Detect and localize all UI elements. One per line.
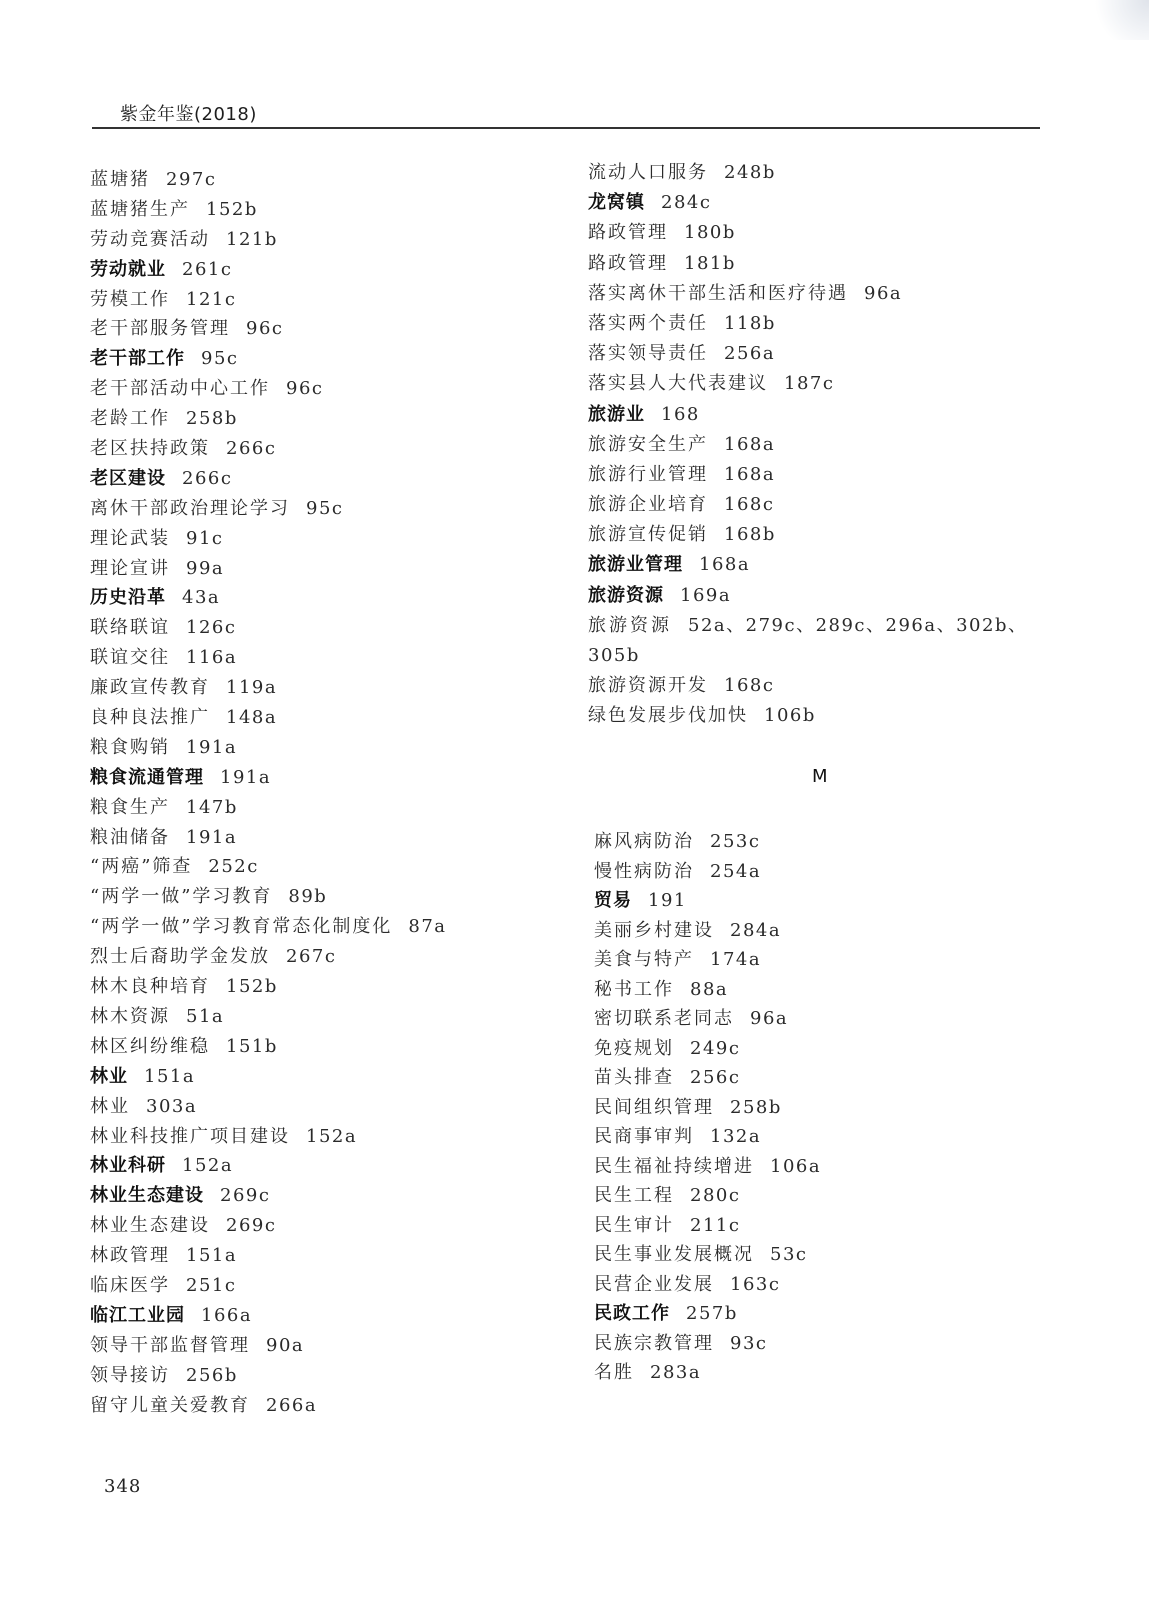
index-heading-entry xyxy=(594,886,1054,916)
index-entry xyxy=(90,793,540,823)
index-entry xyxy=(594,1152,1054,1182)
index-term: 麻风病防治 xyxy=(594,831,694,852)
index-term: 领导干部监督管理 xyxy=(90,1334,250,1356)
index-entry xyxy=(588,460,1048,490)
index-entry xyxy=(594,916,1054,946)
index-term: “两学一做”学习教育常态化制度化 xyxy=(90,916,393,938)
index-term: 旅游业管理 xyxy=(588,554,683,576)
index-entry xyxy=(90,1211,540,1241)
index-term: 粮食流通管理 xyxy=(90,766,204,788)
index-term: “两癌”筛查 xyxy=(90,856,193,878)
index-page-ref: 258b xyxy=(730,1096,782,1118)
index-entry xyxy=(594,1122,1054,1152)
index-page-ref: 116a xyxy=(186,647,238,669)
index-page-ref: 266c xyxy=(182,467,233,489)
index-column-left xyxy=(90,165,540,1420)
index-page-ref: 53c xyxy=(770,1244,808,1265)
index-term: 林政管理 xyxy=(90,1245,170,1267)
index-entry xyxy=(594,1034,1054,1064)
index-page-ref: 106b xyxy=(764,705,816,727)
index-page-ref: 96a xyxy=(864,282,903,304)
index-term: “两学一做”学习教育 xyxy=(90,886,273,908)
index-page-ref: 166a xyxy=(201,1304,253,1326)
index-term: 联谊交往 xyxy=(90,647,170,669)
index-page-ref: 191 xyxy=(648,890,687,911)
index-heading-entry xyxy=(90,1062,540,1092)
section-letter-m: M xyxy=(812,766,828,787)
index-entry xyxy=(90,524,540,554)
index-page-ref: 181b xyxy=(684,252,736,274)
index-entry xyxy=(90,285,540,315)
index-page-ref: 95c xyxy=(201,348,239,370)
index-term: 蓝塘猪 xyxy=(90,169,150,190)
index-page-ref: 168a xyxy=(724,463,776,485)
index-entry xyxy=(594,1093,1054,1123)
index-heading-entry xyxy=(90,1151,540,1181)
index-page-ref: 93c xyxy=(730,1332,768,1354)
index-term: 秘书工作 xyxy=(594,978,674,1000)
index-entry xyxy=(588,369,1048,399)
index-entry-multi xyxy=(588,611,1038,671)
index-entry xyxy=(588,339,1048,369)
index-heading-entry xyxy=(90,583,540,613)
index-term: 美丽乡村建设 xyxy=(594,919,714,941)
index-page-ref: 191a xyxy=(186,736,238,758)
index-term: 名胜 xyxy=(594,1362,634,1383)
index-term: 蓝塘猪生产 xyxy=(90,198,190,220)
index-term: 贸易 xyxy=(594,890,632,911)
index-page-ref: 147b xyxy=(186,796,238,818)
index-page-ref: 118b xyxy=(724,312,776,334)
index-page-ref: 151a xyxy=(186,1245,238,1267)
index-entry xyxy=(588,671,1048,701)
index-entry xyxy=(90,942,540,972)
index-term: 劳动就业 xyxy=(90,258,166,280)
index-term: 民生福祉持续增进 xyxy=(594,1155,754,1177)
index-term: 林木良种培育 xyxy=(90,976,210,998)
index-term: 离休干部政治理论学习 xyxy=(90,497,290,519)
index-page-ref: 249c xyxy=(690,1037,741,1059)
index-page-ref: 174a xyxy=(710,949,762,970)
index-page-ref: 191a xyxy=(220,766,272,788)
index-entry xyxy=(90,673,540,703)
index-term: 老干部服务管理 xyxy=(90,318,230,340)
index-term: 老区扶持政策 xyxy=(90,438,210,460)
index-term: 林区纠纷维稳 xyxy=(90,1035,210,1057)
index-page-ref: 168a xyxy=(724,433,776,455)
index-entry xyxy=(594,975,1054,1005)
index-term: 老干部工作 xyxy=(90,348,185,370)
index-page-ref: 132a xyxy=(710,1126,762,1147)
index-page-ref: 180b xyxy=(684,222,736,244)
index-page-ref: 261c xyxy=(182,258,233,280)
index-term: 旅游资源开发 xyxy=(588,675,708,697)
index-page-ref: 121c xyxy=(186,288,237,310)
index-page-ref: 168b xyxy=(724,524,776,546)
index-term: 林木资源 xyxy=(90,1005,170,1027)
index-term: 林业科研 xyxy=(90,1155,166,1177)
index-entry xyxy=(588,218,1048,248)
index-term: 领导接访 xyxy=(90,1364,170,1386)
index-term: 苗头排查 xyxy=(594,1067,674,1088)
header-rule xyxy=(92,127,1040,129)
index-term: 临江工业园 xyxy=(90,1304,185,1326)
index-entry xyxy=(594,1211,1054,1241)
index-term: 理论宣讲 xyxy=(90,557,170,579)
index-term: 龙窝镇 xyxy=(588,192,645,214)
index-page-ref: 266c xyxy=(226,438,277,460)
index-entry xyxy=(588,701,1048,731)
running-header xyxy=(92,100,1040,128)
index-term: 林业生态建设 xyxy=(90,1185,204,1207)
index-entry xyxy=(90,1331,540,1361)
index-term: 民间组织管理 xyxy=(594,1096,714,1118)
index-entry xyxy=(588,249,1048,279)
index-term: 旅游行业管理 xyxy=(588,463,708,485)
index-term: 老龄工作 xyxy=(90,408,170,430)
index-term: 劳模工作 xyxy=(90,288,170,310)
index-entry xyxy=(594,1181,1054,1211)
index-page-ref: 303a xyxy=(146,1095,198,1117)
index-entry xyxy=(594,1240,1054,1270)
index-term: 落实县人大代表建议 xyxy=(588,373,768,395)
index-term: 廉政宣传教育 xyxy=(90,677,210,699)
index-term: 流动人口服务 xyxy=(588,162,708,183)
index-page-ref: 87a xyxy=(408,916,447,938)
index-page-ref: 91c xyxy=(186,527,224,549)
index-entry xyxy=(594,1329,1054,1359)
index-term: 民生审计 xyxy=(594,1214,674,1236)
index-entry xyxy=(90,733,540,763)
index-page-ref: 51a xyxy=(186,1005,225,1027)
index-column-right-l xyxy=(588,158,1048,732)
index-entry xyxy=(90,1122,540,1152)
index-page-ref: 119a xyxy=(226,677,278,699)
index-entry xyxy=(594,857,1054,887)
index-page-ref: 152b xyxy=(206,198,258,220)
index-term: 烈士后裔助学金发放 xyxy=(90,946,270,968)
index-entry xyxy=(90,195,540,225)
index-heading-entry xyxy=(588,550,1048,580)
index-page-ref: 163c xyxy=(730,1273,781,1295)
index-entry xyxy=(90,703,540,733)
index-page-ref: 283a xyxy=(650,1362,702,1383)
index-entry xyxy=(90,165,540,195)
index-term: 民生工程 xyxy=(594,1185,674,1206)
index-heading-entry xyxy=(90,763,540,793)
index-page-ref: 256b xyxy=(186,1364,238,1386)
index-term: 密切联系老同志 xyxy=(594,1008,734,1029)
index-term: 旅游资源 xyxy=(588,584,664,606)
index-heading-entry xyxy=(90,344,540,374)
page-corner-shadow xyxy=(1089,0,1149,40)
index-page-ref: 269c xyxy=(220,1185,271,1207)
index-page-ref: 168 xyxy=(661,403,700,425)
index-page-ref: 211c xyxy=(690,1214,741,1236)
index-term: 慢性病防治 xyxy=(594,860,694,882)
index-term: 民政工作 xyxy=(594,1303,670,1324)
index-page-ref: 96a xyxy=(750,1008,789,1029)
index-term: 落实离休干部生活和医疗待遇 xyxy=(588,282,848,304)
index-entry xyxy=(90,1391,540,1421)
index-entry xyxy=(90,852,540,882)
index-term: 粮油储备 xyxy=(90,826,170,848)
index-heading-entry xyxy=(588,581,1048,611)
index-term: 旅游安全生产 xyxy=(588,433,708,455)
index-heading-entry xyxy=(90,1181,540,1211)
index-page-ref: 284c xyxy=(661,192,712,214)
index-page-ref: 96c xyxy=(246,318,284,340)
index-entry xyxy=(90,374,540,404)
index-term: 美食与特产 xyxy=(594,949,694,970)
index-term: 理论武装 xyxy=(90,527,170,549)
index-entry xyxy=(90,972,540,1002)
index-page-ref: 152a xyxy=(182,1155,234,1177)
index-term: 林业 xyxy=(90,1095,130,1117)
index-page-ref: 252c xyxy=(208,856,259,878)
index-entry xyxy=(90,1241,540,1271)
index-term: 旅游企业培育 xyxy=(588,494,708,516)
index-page-ref: 90a xyxy=(266,1334,305,1356)
index-column-right-m xyxy=(594,827,1054,1388)
index-entry xyxy=(90,882,540,912)
index-heading-entry xyxy=(594,1299,1054,1329)
index-page-ref: 151b xyxy=(226,1035,278,1057)
index-term: 粮食生产 xyxy=(90,796,170,818)
index-entry xyxy=(90,494,540,524)
index-term: 旅游业 xyxy=(588,403,645,425)
index-page-ref: 266a xyxy=(266,1394,318,1416)
index-page-ref: 284a xyxy=(730,919,782,941)
page-number: 348 xyxy=(104,1476,142,1497)
index-page-ref: 168c xyxy=(724,494,775,516)
index-page-ref: 191a xyxy=(186,826,238,848)
index-page-ref: 99a xyxy=(186,557,225,579)
index-term: 粮食购销 xyxy=(90,736,170,758)
index-page-ref: 169a xyxy=(680,584,732,606)
index-term: 路政管理 xyxy=(588,252,668,274)
index-page-ref: 254a xyxy=(710,860,762,882)
index-page-ref: 269c xyxy=(226,1215,277,1237)
index-page-ref: 43a xyxy=(182,587,221,609)
index-page-ref: 253c xyxy=(710,831,761,852)
index-page-ref: 89b xyxy=(288,886,328,908)
index-heading-entry xyxy=(90,464,540,494)
index-entry xyxy=(90,643,540,673)
index-term: 免疫规划 xyxy=(594,1037,674,1059)
index-entry xyxy=(90,434,540,464)
index-heading-entry xyxy=(90,1301,540,1331)
index-term: 老干部活动中心工作 xyxy=(90,378,270,400)
index-term: 历史沿革 xyxy=(90,587,166,609)
index-heading-entry xyxy=(588,400,1048,430)
index-entry xyxy=(90,1002,540,1032)
index-page-ref: 152a xyxy=(306,1125,358,1147)
index-entry xyxy=(594,1270,1054,1300)
index-term: 劳动竞赛活动 xyxy=(90,228,210,250)
index-page-ref: 152b xyxy=(226,976,278,998)
index-page-ref: 251c xyxy=(186,1274,237,1296)
index-entry xyxy=(90,1271,540,1301)
index-term: 林业科技推广项目建设 xyxy=(90,1125,290,1147)
index-page-ref: 258b xyxy=(186,408,238,430)
index-page-refs: 52a、279c、289c、296a、302b、305b xyxy=(588,614,1028,667)
index-term: 路政管理 xyxy=(588,222,668,244)
index-entry xyxy=(594,1004,1054,1034)
index-entry xyxy=(90,225,540,255)
index-term: 联络联谊 xyxy=(90,617,170,639)
index-term: 民营企业发展 xyxy=(594,1273,714,1295)
yearbook-title: 紫金年鉴(2018) xyxy=(120,104,257,125)
index-entry xyxy=(588,309,1048,339)
index-term: 良种良法推广 xyxy=(90,707,210,729)
index-page-ref: 148a xyxy=(226,707,278,729)
index-page-ref: 121b xyxy=(226,228,278,250)
index-page-ref: 106a xyxy=(770,1155,822,1177)
index-term: 临床医学 xyxy=(90,1274,170,1296)
index-term: 民商事审判 xyxy=(594,1126,694,1147)
index-entry xyxy=(594,1063,1054,1093)
index-entry xyxy=(588,490,1048,520)
index-heading-entry xyxy=(588,188,1048,218)
index-entry xyxy=(588,279,1048,309)
index-entry xyxy=(588,520,1048,550)
index-term: 落实两个责任 xyxy=(588,312,708,334)
index-term: 落实领导责任 xyxy=(588,343,708,365)
index-page-ref: 297c xyxy=(166,169,217,190)
index-entry xyxy=(90,404,540,434)
index-entry xyxy=(90,1092,540,1122)
index-page-ref: 280c xyxy=(690,1185,741,1206)
index-entry xyxy=(90,1032,540,1062)
index-page-ref: 267c xyxy=(286,946,337,968)
index-entry xyxy=(90,912,540,942)
index-entry xyxy=(594,1358,1054,1388)
index-page-ref: 126c xyxy=(186,617,237,639)
index-page-ref: 248b xyxy=(724,162,776,183)
index-entry xyxy=(90,554,540,584)
index-term: 老区建设 xyxy=(90,467,166,489)
index-page-ref: 88a xyxy=(690,978,729,1000)
index-entry xyxy=(594,827,1054,857)
index-page-ref: 256a xyxy=(724,343,776,365)
index-term: 林业 xyxy=(90,1065,128,1087)
index-page-ref: 187c xyxy=(784,373,835,395)
index-page-ref: 256c xyxy=(690,1067,741,1088)
index-page-ref: 151a xyxy=(144,1065,196,1087)
index-term: 林业生态建设 xyxy=(90,1215,210,1237)
index-term: 民生事业发展概况 xyxy=(594,1244,754,1265)
index-term: 旅游资源 xyxy=(588,614,672,636)
index-page-ref: 95c xyxy=(306,497,344,519)
index-entry xyxy=(588,430,1048,460)
index-page-ref: 96c xyxy=(286,378,324,400)
index-heading-entry xyxy=(90,255,540,285)
index-page-ref: 168c xyxy=(724,675,775,697)
index-entry xyxy=(90,823,540,853)
index-term: 旅游宣传促销 xyxy=(588,524,708,546)
index-entry xyxy=(588,158,1048,188)
index-entry xyxy=(90,314,540,344)
index-term: 绿色发展步伐加快 xyxy=(588,705,748,727)
index-term: 民族宗教管理 xyxy=(594,1332,714,1354)
index-page-ref: 168a xyxy=(699,554,751,576)
index-page-ref: 257b xyxy=(686,1303,738,1324)
index-entry xyxy=(594,945,1054,975)
index-entry xyxy=(90,613,540,643)
index-term: 留守儿童关爱教育 xyxy=(90,1394,250,1416)
index-entry xyxy=(90,1361,540,1391)
